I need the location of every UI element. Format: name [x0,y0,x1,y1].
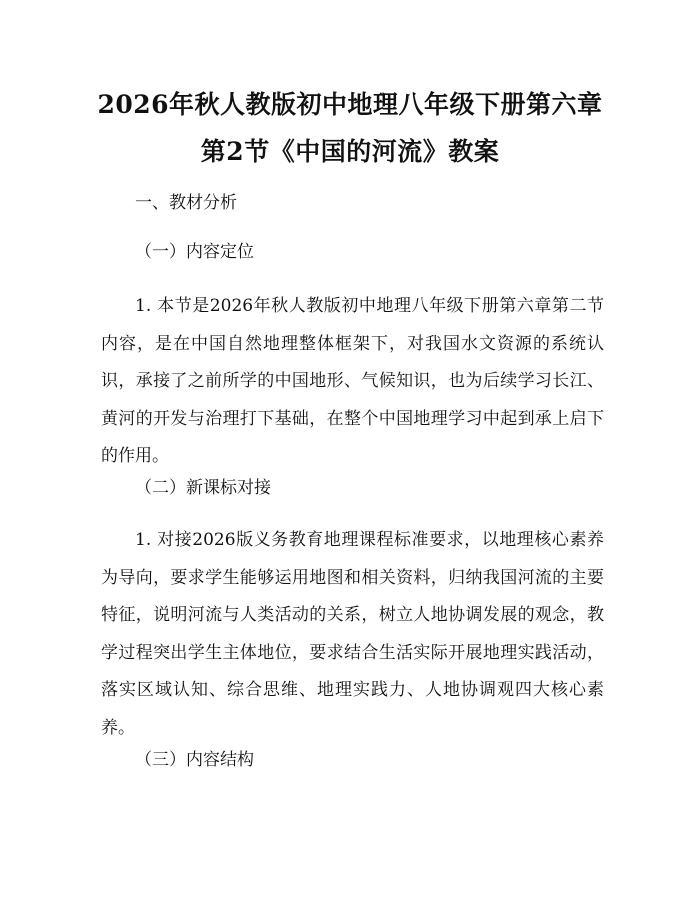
content-position-paragraph: 1. 本节是2026年秋人教版初中地理八年级下册第六章第二节内容，是在中国自然地理整体框架下，对我国水文资源的系统认识，承接了之前所学的中国地形、气候知识，也为后续学习长江、黄河的开发与治理打下基础，在整个中国地理学习中起到承上启下的作用。 [101,296,604,466]
document-title-line-1: 2026年秋人教版初中地理八年级下册第六章 [97,90,603,119]
subsection-heading-content-structure: （三）内容结构 [135,750,254,770]
document-title-line-2: 第2节《中国的河流》教案 [200,137,500,166]
subsection-heading-curriculum-standard: （二）新课标对接 [135,478,271,498]
curriculum-standard-paragraph: 1. 对接2026版义务教育地理课程标准要求，以地理核心素养为导向，要求学生能够运用地图和相关资料，归纳我国河流的主要特征，说明河流与人类活动的关系，树立人地协调发展的观念，教学过程突出学生主体地位，要求结合生活实际开展地理实践活动，落实区域认知、综合思维、地理实践力、人地协调观四大核心素养。 [101,530,604,738]
section-heading-materials-analysis: 一、教材分析 [135,193,237,213]
subsection-heading-content-position: （一）内容定位 [135,242,254,262]
